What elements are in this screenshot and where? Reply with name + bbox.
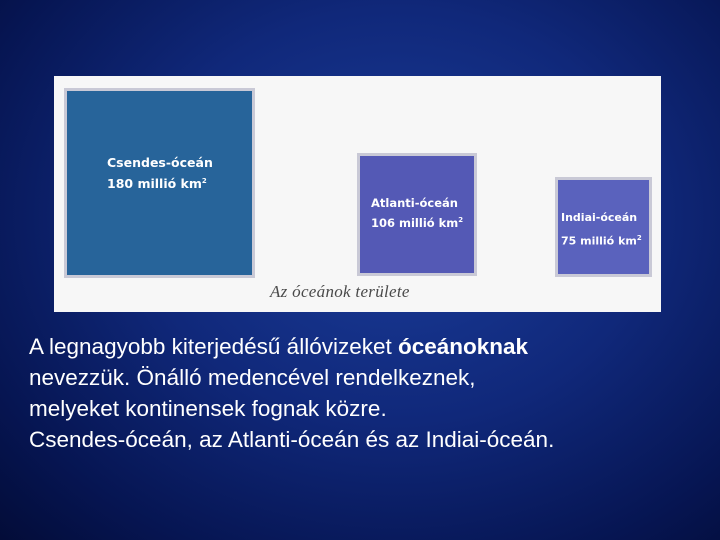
text-line-3: melyeket kontinensek fognak közre. [29,396,387,421]
body-text [29,331,709,455]
atlantic-ocean-square [357,153,477,276]
text-line-1: A legnagyobb kiterjedésű állóvizeket óceánoknak [29,334,529,359]
text-line-2: nevezzük. Önálló medencével rendelkeznek, [29,365,476,390]
indian-ocean-square [555,177,652,277]
indian-ocean-area: 75 millió $km^2$ [561,233,642,248]
ocean-area-figure [54,76,661,312]
pacific-ocean-area: 180 millió $km^2$ [107,176,207,192]
figure-caption: Az óceánok területe [270,282,410,301]
indian-ocean-name: Indiai-óceán [561,210,638,224]
atlantic-ocean-area: 106 millió $km^2$ [371,215,464,230]
text-line-4: Csendes-óceán, az Atlanti-óceán és az Indiai-óceán. [29,427,555,452]
atlantic-ocean-name: Atlanti-óceán [371,196,458,211]
highlighted-term: óceánoknak [398,334,529,359]
pacific-ocean-square [64,88,255,278]
pacific-ocean-name: Csendes-óceán [107,155,213,171]
